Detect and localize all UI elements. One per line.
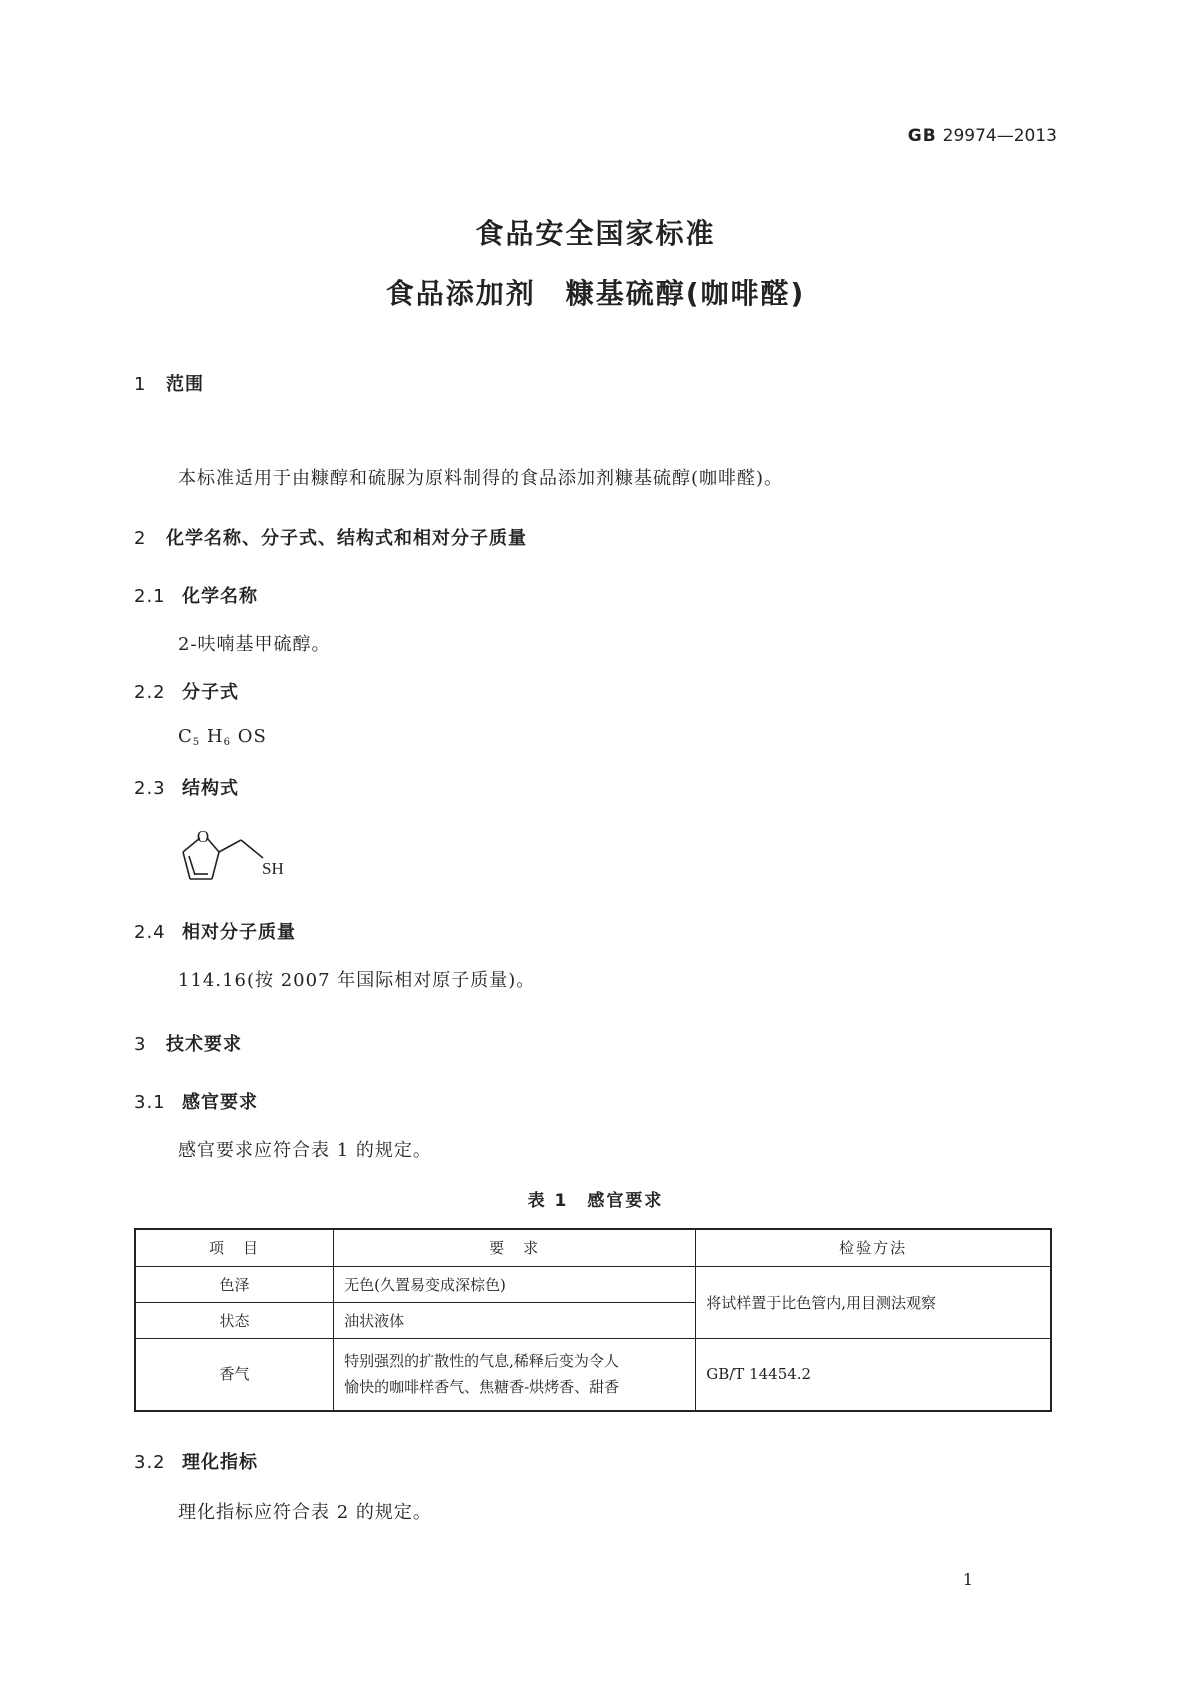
standard-prefix: GB: [907, 126, 937, 146]
thiol-group-label: SH: [262, 859, 284, 878]
formula-carbon-count: 5: [192, 737, 201, 748]
section-title: 理化指标: [182, 1452, 258, 1473]
document-title: 食品安全国家标准: [475, 217, 716, 250]
section-3-2-text: 理化指标应符合表 2 的规定。: [178, 1502, 432, 1523]
section-number: 3.2: [134, 1452, 166, 1473]
section-2-4-heading: [134, 918, 296, 944]
formula-carbon: C: [178, 726, 193, 747]
requirement-cell: 油状液体: [334, 1303, 696, 1339]
formula-hydrogen-count: 6: [223, 737, 231, 748]
section-title: 分子式: [182, 682, 239, 703]
section-title: 化学名称: [182, 586, 258, 607]
requirement-line: 特别强烈的扩散性的气息,稀释后变为令人: [344, 1352, 619, 1371]
method-cell-merged: 将试样置于比色管内,用目测法观察: [696, 1267, 1051, 1339]
column-header-method: 检验方法: [696, 1229, 1051, 1267]
chemical-name: 2-呋喃基甲硫醇。: [178, 634, 331, 655]
requirement-cell: 无色(久置易变成深棕色): [334, 1267, 696, 1303]
section-number: 3: [134, 1034, 147, 1055]
molecular-formula: [178, 726, 267, 748]
column-header-item: 项 目: [135, 1229, 334, 1267]
section-3-2-heading: [134, 1448, 258, 1474]
table-1-caption: 表 1 感官要求: [527, 1191, 664, 1211]
section-title: 化学名称、分子式、结构式和相对分子质量: [166, 528, 527, 549]
table-header-row: [135, 1229, 1051, 1267]
section-title: 感官要求: [182, 1092, 258, 1113]
formula-rest: OS: [237, 726, 267, 747]
table-row: [135, 1339, 1051, 1411]
formula-hydrogen: H: [206, 726, 224, 747]
section-number: 2.4: [134, 922, 166, 943]
section-number: 2.3: [134, 778, 166, 799]
standard-code: [908, 126, 1057, 146]
page-number: 1: [962, 1570, 973, 1589]
item-cell: 色泽: [135, 1267, 334, 1303]
section-title: 范围: [166, 374, 204, 395]
section-number: 1: [134, 374, 147, 395]
section-number: 2.2: [134, 682, 166, 703]
document-subtitle: 食品添加剂 糠基硫醇(咖啡醛): [385, 277, 806, 310]
structural-formula: [170, 818, 320, 898]
section-number: 2.1: [134, 586, 166, 607]
section-2-heading: [134, 524, 527, 550]
section-1-heading: [134, 370, 204, 396]
column-header-requirement: 要 求: [334, 1229, 696, 1267]
standard-number: 29974—2013: [942, 126, 1057, 146]
section-number: 3.1: [134, 1092, 166, 1113]
section-2-1-heading: [134, 582, 258, 608]
section-3-1-heading: [134, 1088, 258, 1114]
section-1-text: 本标准适用于由糠醇和硫脲为原料制得的食品添加剂糠基硫醇(咖啡醛)。: [178, 468, 784, 489]
section-title: 结构式: [182, 778, 239, 799]
section-3-1-text: 感官要求应符合表 1 的规定。: [178, 1140, 432, 1161]
requirement-line: 愉快的咖啡样香气、焦糖香-烘烤香、甜香: [344, 1378, 620, 1397]
oxygen-atom-label: O: [196, 827, 210, 846]
section-number: 2: [134, 528, 147, 549]
method-cell: GB/T 14454.2: [696, 1339, 1051, 1411]
section-2-3-heading: [134, 774, 239, 800]
item-cell: 状态: [135, 1303, 334, 1339]
section-3-heading: [134, 1030, 242, 1056]
sensory-requirements-table: [134, 1228, 1052, 1412]
section-title: 技术要求: [166, 1034, 242, 1055]
item-cell: 香气: [135, 1339, 334, 1411]
section-title: 相对分子质量: [182, 922, 296, 943]
methylene-bond: [219, 840, 263, 858]
requirement-cell: [334, 1339, 696, 1411]
table-row: [135, 1267, 1051, 1303]
section-2-2-heading: [134, 678, 239, 704]
relative-molecular-mass: 114.16(按 2007 年国际相对原子质量)。: [178, 970, 536, 991]
